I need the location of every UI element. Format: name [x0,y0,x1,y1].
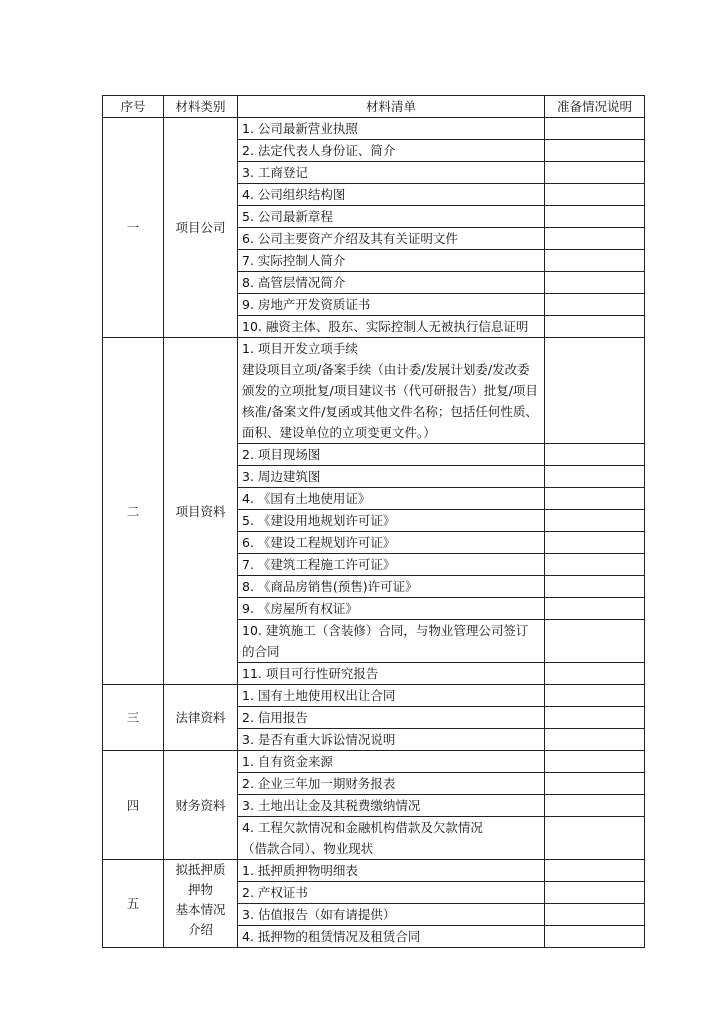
table-row [103,751,645,773]
material-item: 5. 公司最新章程 [238,206,545,228]
table-row [103,118,645,140]
material-item: 10. 融资主体、股东、实际控制人无被执行信息证明 [238,316,545,338]
material-item: 3. 估值报告（如有请提供） [238,904,545,926]
material-item: 7. 实际控制人简介 [238,250,545,272]
section-seq: 四 [103,751,164,860]
preparation-note-cell[interactable] [545,294,645,316]
section-category: 财务资料 [164,751,238,860]
preparation-note-cell[interactable] [545,250,645,272]
material-item: 8. 高管层情况简介 [238,272,545,294]
material-item: 4. 工程欠款情况和金融机构借款及欠款情况 （借款合同）、物业现状 [238,817,545,860]
preparation-note-cell[interactable] [545,140,645,162]
preparation-note-cell[interactable] [545,817,645,860]
material-item: 3. 周边建筑图 [238,466,545,488]
material-item: 3. 土地出让金及其税费缴纳情况 [238,795,545,817]
material-item: 9. 房地产开发资质证书 [238,294,545,316]
header-seq: 序号 [103,96,164,118]
material-item: 1. 自有资金来源 [238,751,545,773]
material-item: 6. 《建设工程规划许可证》 [238,532,545,554]
preparation-note-cell[interactable] [545,162,645,184]
material-item: 1. 项目开发立项手续 建设项目立项/备案手续（由计委/发展计划委/发改委颁发的立项批复/项目建议书（代可研报告）批复/项目核准/备案文件/复函或其他文件名称；包括任何性质、面积、建设单位的立项变更文件。） [238,338,545,444]
material-item: 11. 项目可行性研究报告 [238,663,545,685]
material-item: 9. 《房屋所有权证》 [238,598,545,620]
preparation-note-cell[interactable] [545,707,645,729]
section-category: 项目资料 [164,338,238,685]
material-item: 5. 《建设用地规划许可证》 [238,510,545,532]
preparation-note-cell[interactable] [545,228,645,250]
section-seq: 五 [103,860,164,948]
section-seq: 一 [103,118,164,338]
material-item: 6. 公司主要资产介绍及其有关证明文件 [238,228,545,250]
preparation-note-cell[interactable] [545,488,645,510]
header-notes: 准备情况说明 [545,96,645,118]
material-item: 7. 《建筑工程施工许可证》 [238,554,545,576]
material-item: 3. 是否有重大诉讼情况说明 [238,729,545,751]
preparation-note-cell[interactable] [545,620,645,663]
preparation-note-cell[interactable] [545,926,645,948]
preparation-note-cell[interactable] [545,685,645,707]
materials-checklist-table [102,95,645,948]
table-row [103,685,645,707]
material-item: 10. 建筑施工（含装修）合同，与物业管理公司签订的合同 [238,620,545,663]
table-row [103,860,645,882]
preparation-note-cell[interactable] [545,206,645,228]
section-category: 项目公司 [164,118,238,338]
preparation-note-cell[interactable] [545,316,645,338]
section-category: 法律资料 [164,685,238,751]
section-seq: 三 [103,685,164,751]
preparation-note-cell[interactable] [545,860,645,882]
preparation-note-cell[interactable] [545,510,645,532]
section-category: 拟抵押质 押物 基本情况 介绍 [164,860,238,948]
preparation-note-cell[interactable] [545,576,645,598]
preparation-note-cell[interactable] [545,773,645,795]
material-item: 1. 公司最新营业执照 [238,118,545,140]
material-item: 8. 《商品房销售(预售)许可证》 [238,576,545,598]
material-item: 2. 法定代表人身份证、简介 [238,140,545,162]
preparation-note-cell[interactable] [545,598,645,620]
header-row [103,96,645,118]
table-body [103,118,645,948]
preparation-note-cell[interactable] [545,444,645,466]
material-item: 2. 产权证书 [238,882,545,904]
preparation-note-cell[interactable] [545,554,645,576]
header-category: 材料类别 [164,96,238,118]
material-item: 2. 企业三年加一期财务报表 [238,773,545,795]
material-item: 4. 抵押物的租赁情况及租赁合同 [238,926,545,948]
preparation-note-cell[interactable] [545,663,645,685]
preparation-note-cell[interactable] [545,184,645,206]
preparation-note-cell[interactable] [545,751,645,773]
table-row [103,338,645,444]
preparation-note-cell[interactable] [545,466,645,488]
material-item: 4. 《国有土地使用证》 [238,488,545,510]
header-list: 材料清单 [238,96,545,118]
material-item: 4. 公司组织结构图 [238,184,545,206]
preparation-note-cell[interactable] [545,118,645,140]
material-item: 3. 工商登记 [238,162,545,184]
preparation-note-cell[interactable] [545,729,645,751]
preparation-note-cell[interactable] [545,272,645,294]
preparation-note-cell[interactable] [545,795,645,817]
material-item: 2. 项目现场图 [238,444,545,466]
preparation-note-cell[interactable] [545,904,645,926]
material-item: 1. 抵押质押物明细表 [238,860,545,882]
material-item: 2. 信用报告 [238,707,545,729]
section-seq: 二 [103,338,164,685]
preparation-note-cell[interactable] [545,882,645,904]
preparation-note-cell[interactable] [545,532,645,554]
material-item: 1. 国有土地使用权出让合同 [238,685,545,707]
preparation-note-cell[interactable] [545,338,645,444]
